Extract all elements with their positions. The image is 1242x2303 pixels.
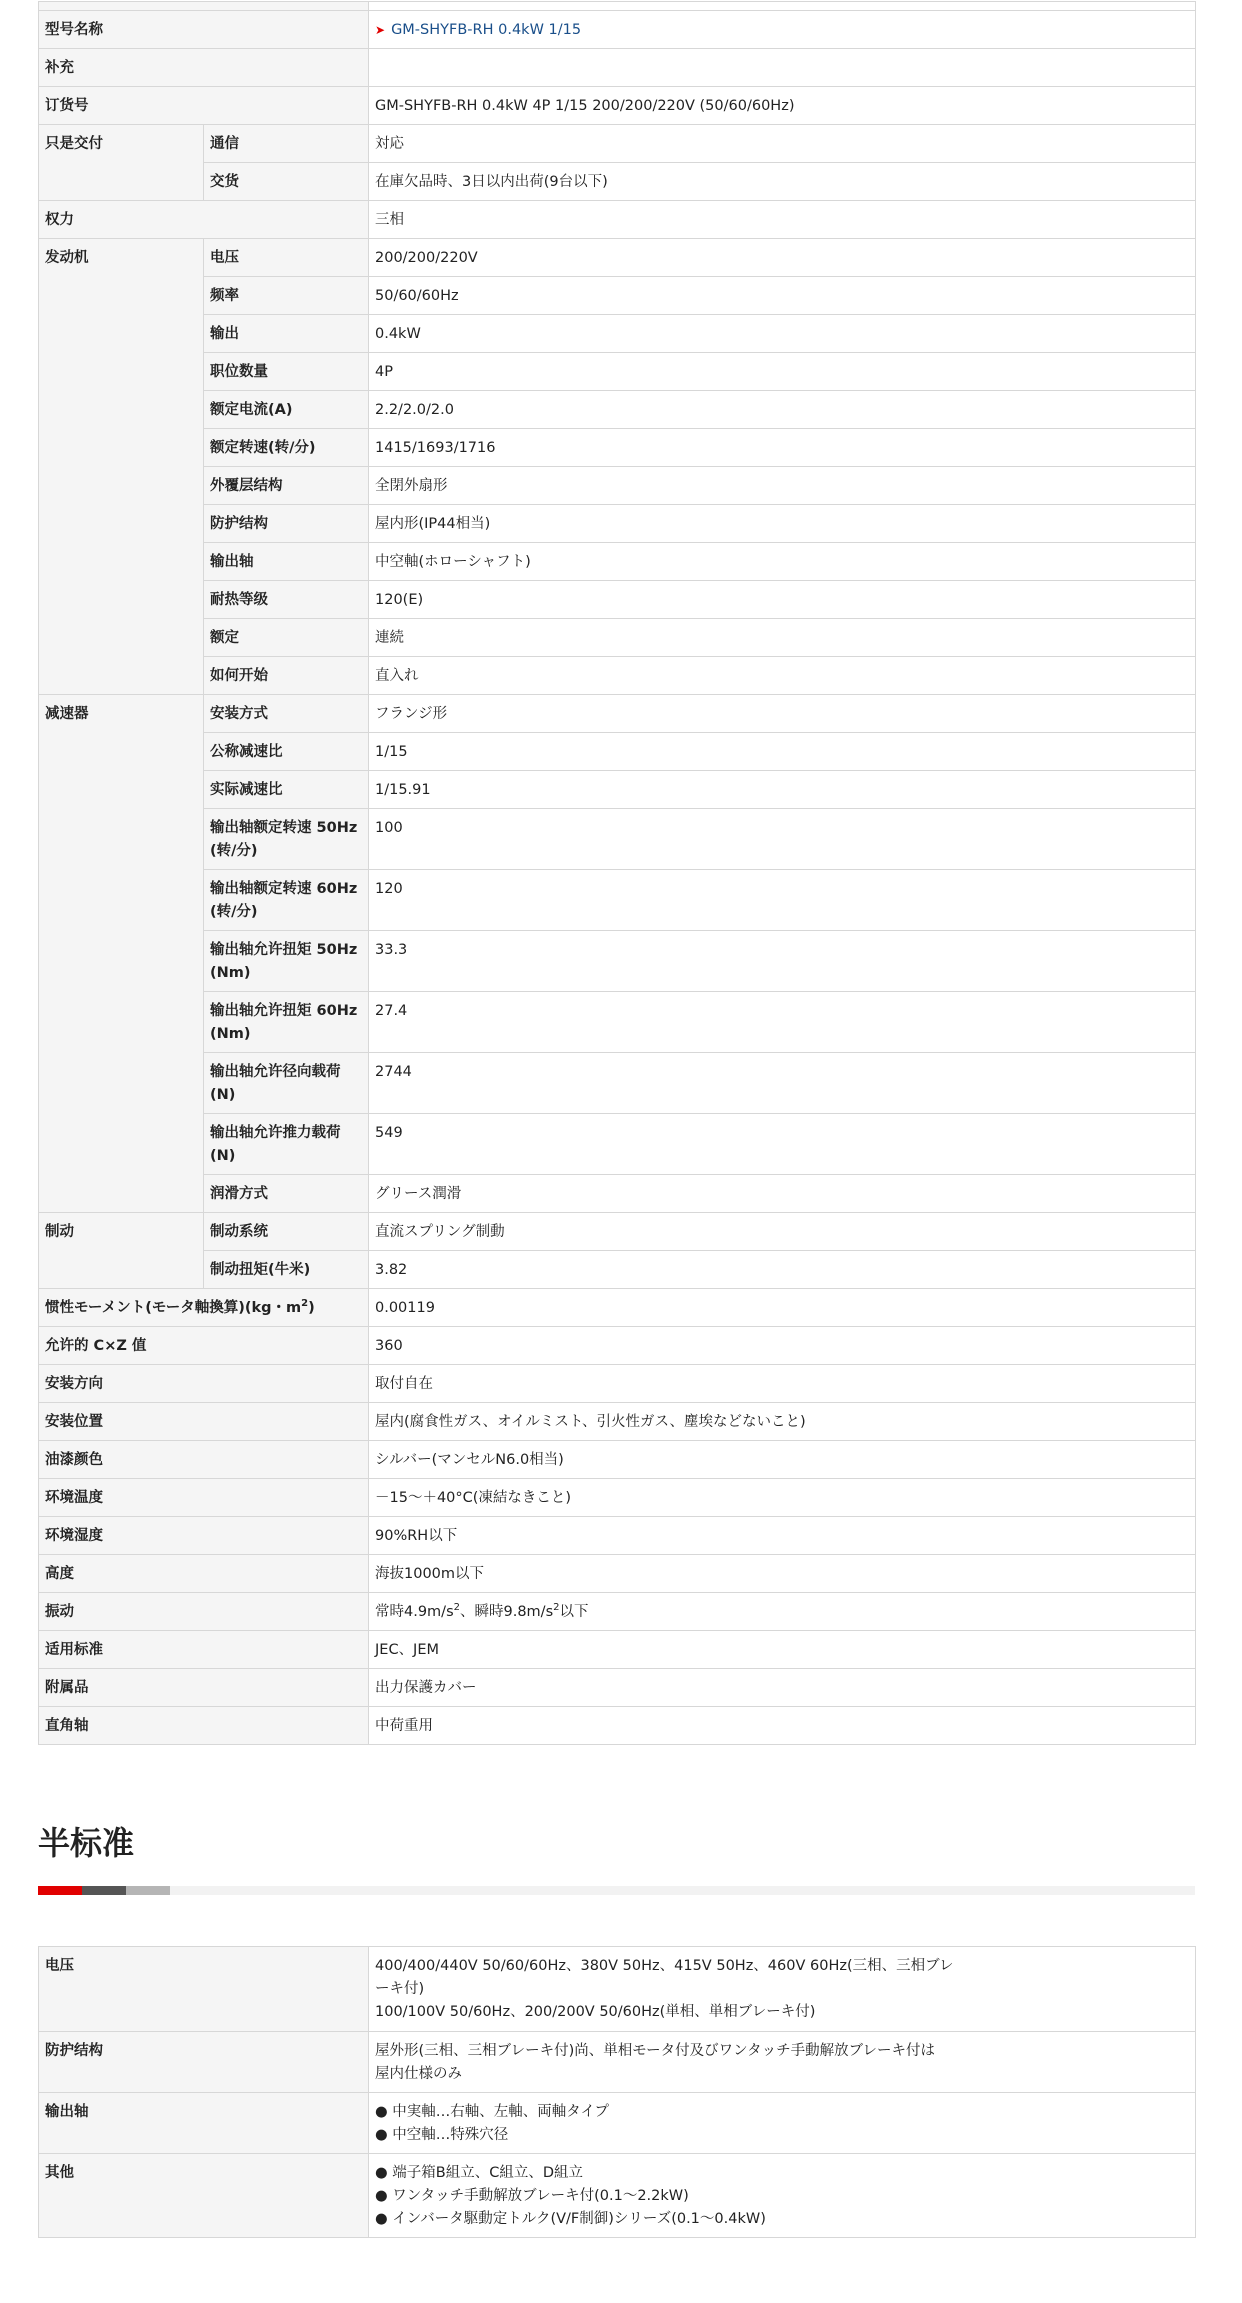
semi-line: 100/100V 50/60Hz、200/200V 50/60Hz(単相、単相ブレーキ付) — [375, 2004, 816, 2020]
reducer-sub-value: 2744 — [369, 1053, 1196, 1114]
section-divider — [38, 1886, 1195, 1895]
divider-red-segment — [38, 1886, 82, 1895]
humidity-value: 90%RH以下 — [369, 1517, 1196, 1555]
motor-sub-label: 额定转速(转/分) — [204, 429, 369, 467]
paint-label: 油漆颜色 — [39, 1441, 369, 1479]
model-label: 型号名称 — [39, 11, 369, 49]
motor-sub-label: 额定 — [204, 619, 369, 657]
semi-standard-title: 半标准 — [38, 1824, 135, 1862]
reducer-sub-label: 输出轴允许径向载荷 (N) — [204, 1053, 369, 1114]
reducer-label: 减速器 — [39, 695, 204, 1213]
semi-line: 400/400/440V 50/60/60Hz、380V 50Hz、415V 50Hz、460V 60Hz(三相、三相ブレ — [375, 1958, 954, 1974]
reducer-sub-value: 1/15 — [369, 733, 1196, 771]
temperature-value: －15～＋40°C(凍結なきこと) — [369, 1479, 1196, 1517]
inertia-label — [39, 1289, 369, 1327]
spec-top-cell — [39, 2, 369, 11]
cz-label: 允许的 C×Z 值 — [39, 1327, 369, 1365]
semi-shaft-value — [369, 2093, 1196, 2154]
motor-sub-value: 直入れ — [369, 657, 1196, 695]
semi-protection-label: 防护结构 — [39, 2032, 369, 2093]
brake-sub-label: 制动扭矩(牛米) — [204, 1251, 369, 1289]
reducer-sub-value: 549 — [369, 1114, 1196, 1175]
order-label: 订货号 — [39, 87, 369, 125]
reducer-sub-label: 输出轴允许推力载荷 (N) — [204, 1114, 369, 1175]
model-value[interactable] — [369, 11, 1196, 49]
standard-label: 适用标准 — [39, 1631, 369, 1669]
reducer-sub-value: グリース潤滑 — [369, 1175, 1196, 1213]
reducer-sub-label: 实际减速比 — [204, 771, 369, 809]
brake-sub-value: 直流スプリング制動 — [369, 1213, 1196, 1251]
semi-line: ーキ付) — [375, 1981, 425, 1997]
semi-protection-value — [369, 2032, 1196, 2093]
motor-sub-label: 防护结构 — [204, 505, 369, 543]
motor-sub-value: 屋内形(IP44相当) — [369, 505, 1196, 543]
reducer-sub-value: 120 — [369, 870, 1196, 931]
motor-sub-label: 额定电流(A) — [204, 391, 369, 429]
motor-sub-label: 输出 — [204, 315, 369, 353]
vibration-text: 以下 — [559, 1604, 589, 1620]
motor-sub-value: 全閉外扇形 — [369, 467, 1196, 505]
model-link[interactable]: GM-SHYFB-RH 0.4kW 1/15 — [391, 22, 582, 38]
right-angle-value: 中荷重用 — [369, 1707, 1196, 1745]
reducer-sub-value: 1/15.91 — [369, 771, 1196, 809]
semi-shaft-label: 输出轴 — [39, 2093, 369, 2154]
reducer-sub-label: 输出轴额定转速 50Hz (转/分) — [204, 809, 369, 870]
right-angle-label: 直角轴 — [39, 1707, 369, 1745]
reducer-sub-label: 公称减速比 — [204, 733, 369, 771]
semi-line: 屋外形(三相、三相ブレーキ付)尚、単相モータ付及びワンタッチ手動解放ブレーキ付は — [375, 2043, 935, 2059]
motor-sub-label: 外覆层结构 — [204, 467, 369, 505]
motor-sub-label: 频率 — [204, 277, 369, 315]
reducer-sub-value: 33.3 — [369, 931, 1196, 992]
reducer-sub-label: 安装方式 — [204, 695, 369, 733]
motor-sub-value: 50/60/60Hz — [369, 277, 1196, 315]
motor-sub-value: 200/200/220V — [369, 239, 1196, 277]
vibration-text: 、瞬時9.8m/s — [460, 1604, 554, 1620]
inertia-value: 0.00119 — [369, 1289, 1196, 1327]
divider-light-segment — [126, 1886, 170, 1895]
reducer-sub-value: 27.4 — [369, 992, 1196, 1053]
semi-line: ● 端子箱B組立、C組立、D組立 — [375, 2165, 583, 2181]
mount-position-label: 安装位置 — [39, 1403, 369, 1441]
motor-sub-label: 如何开始 — [204, 657, 369, 695]
brake-sub-label: 制动系统 — [204, 1213, 369, 1251]
reducer-sub-label: 润滑方式 — [204, 1175, 369, 1213]
spec-top-cell — [369, 2, 1196, 11]
chevron-right-icon: ➤ — [375, 23, 386, 37]
motor-sub-label: 耐热等级 — [204, 581, 369, 619]
inertia-label-sup: 2 — [301, 1298, 309, 1310]
motor-sub-value: 4P — [369, 353, 1196, 391]
motor-sub-value: 中空軸(ホローシャフト) — [369, 543, 1196, 581]
divider-dark-segment — [82, 1886, 126, 1895]
motor-sub-value: 2.2/2.0/2.0 — [369, 391, 1196, 429]
semi-line: 屋内仕様のみ — [375, 2066, 462, 2082]
motor-label: 发动机 — [39, 239, 204, 695]
power-label: 权力 — [39, 201, 369, 239]
motor-sub-label: 输出轴 — [204, 543, 369, 581]
vibration-label: 振动 — [39, 1593, 369, 1631]
delivery-sub-value: 対応 — [369, 125, 1196, 163]
mount-direction-value: 取付自在 — [369, 1365, 1196, 1403]
reducer-sub-value: 100 — [369, 809, 1196, 870]
delivery-sub-label: 交货 — [204, 163, 369, 201]
motor-sub-value: 1415/1693/1716 — [369, 429, 1196, 467]
power-value: 三相 — [369, 201, 1196, 239]
spec-table — [38, 1, 1196, 1745]
mount-position-value: 屋内(腐食性ガス、オイルミスト、引火性ガス、塵埃などないこと) — [369, 1403, 1196, 1441]
brake-sub-value: 3.82 — [369, 1251, 1196, 1289]
reducer-sub-value: フランジ形 — [369, 695, 1196, 733]
semi-line: ● 中実軸…右軸、左軸、両軸タイプ — [375, 2104, 610, 2120]
inertia-label-text: 惯性モーメント(モータ軸換算)(kg・m — [45, 1300, 302, 1316]
semi-line: ● 中空軸…特殊穴径 — [375, 2127, 509, 2143]
semi-voltage-value — [369, 1947, 1196, 2032]
semi-voltage-label: 电压 — [39, 1947, 369, 2032]
semi-other-label: 其他 — [39, 2154, 369, 2238]
vibration-text: 常時4.9m/s — [375, 1604, 454, 1620]
motor-sub-label: 职位数量 — [204, 353, 369, 391]
altitude-label: 高度 — [39, 1555, 369, 1593]
delivery-sub-value: 在庫欠品時、3日以内出荷(9台以下) — [369, 163, 1196, 201]
motor-sub-value: 連続 — [369, 619, 1196, 657]
delivery-label: 只是交付 — [39, 125, 204, 201]
accessory-value: 出力保護カバー — [369, 1669, 1196, 1707]
altitude-value: 海抜1000m以下 — [369, 1555, 1196, 1593]
vibration-sup: 2 — [553, 1602, 560, 1614]
humidity-label: 环境湿度 — [39, 1517, 369, 1555]
reducer-sub-label: 输出轴允许扭矩 60Hz (Nm) — [204, 992, 369, 1053]
accessory-label: 附属品 — [39, 1669, 369, 1707]
supplement-label: 补充 — [39, 49, 369, 87]
motor-sub-value: 120(E) — [369, 581, 1196, 619]
cz-value: 360 — [369, 1327, 1196, 1365]
motor-sub-value: 0.4kW — [369, 315, 1196, 353]
semi-standard-table — [38, 1946, 1196, 2238]
inertia-label-end: ) — [308, 1300, 315, 1316]
supplement-value — [369, 49, 1196, 87]
temperature-label: 环境温度 — [39, 1479, 369, 1517]
order-value: GM-SHYFB-RH 0.4kW 4P 1/15 200/200/220V (50/60/60Hz) — [369, 87, 1196, 125]
reducer-sub-label: 输出轴额定转速 60Hz (转/分) — [204, 870, 369, 931]
mount-direction-label: 安装方向 — [39, 1365, 369, 1403]
semi-line: ● インバータ駆動定トルク(V/F制御)シリーズ(0.1～0.4kW) — [375, 2211, 766, 2227]
paint-value: シルバー(マンセルN6.0相当) — [369, 1441, 1196, 1479]
motor-sub-label: 电压 — [204, 239, 369, 277]
semi-other-value — [369, 2154, 1196, 2238]
brake-label: 制动 — [39, 1213, 204, 1289]
reducer-sub-label: 输出轴允许扭矩 50Hz (Nm) — [204, 931, 369, 992]
semi-line: ● ワンタッチ手動解放ブレーキ付(0.1～2.2kW) — [375, 2188, 689, 2204]
delivery-sub-label: 通信 — [204, 125, 369, 163]
vibration-value — [369, 1593, 1196, 1631]
vibration-sup: 2 — [453, 1602, 460, 1614]
standard-value: JEC、JEM — [369, 1631, 1196, 1669]
